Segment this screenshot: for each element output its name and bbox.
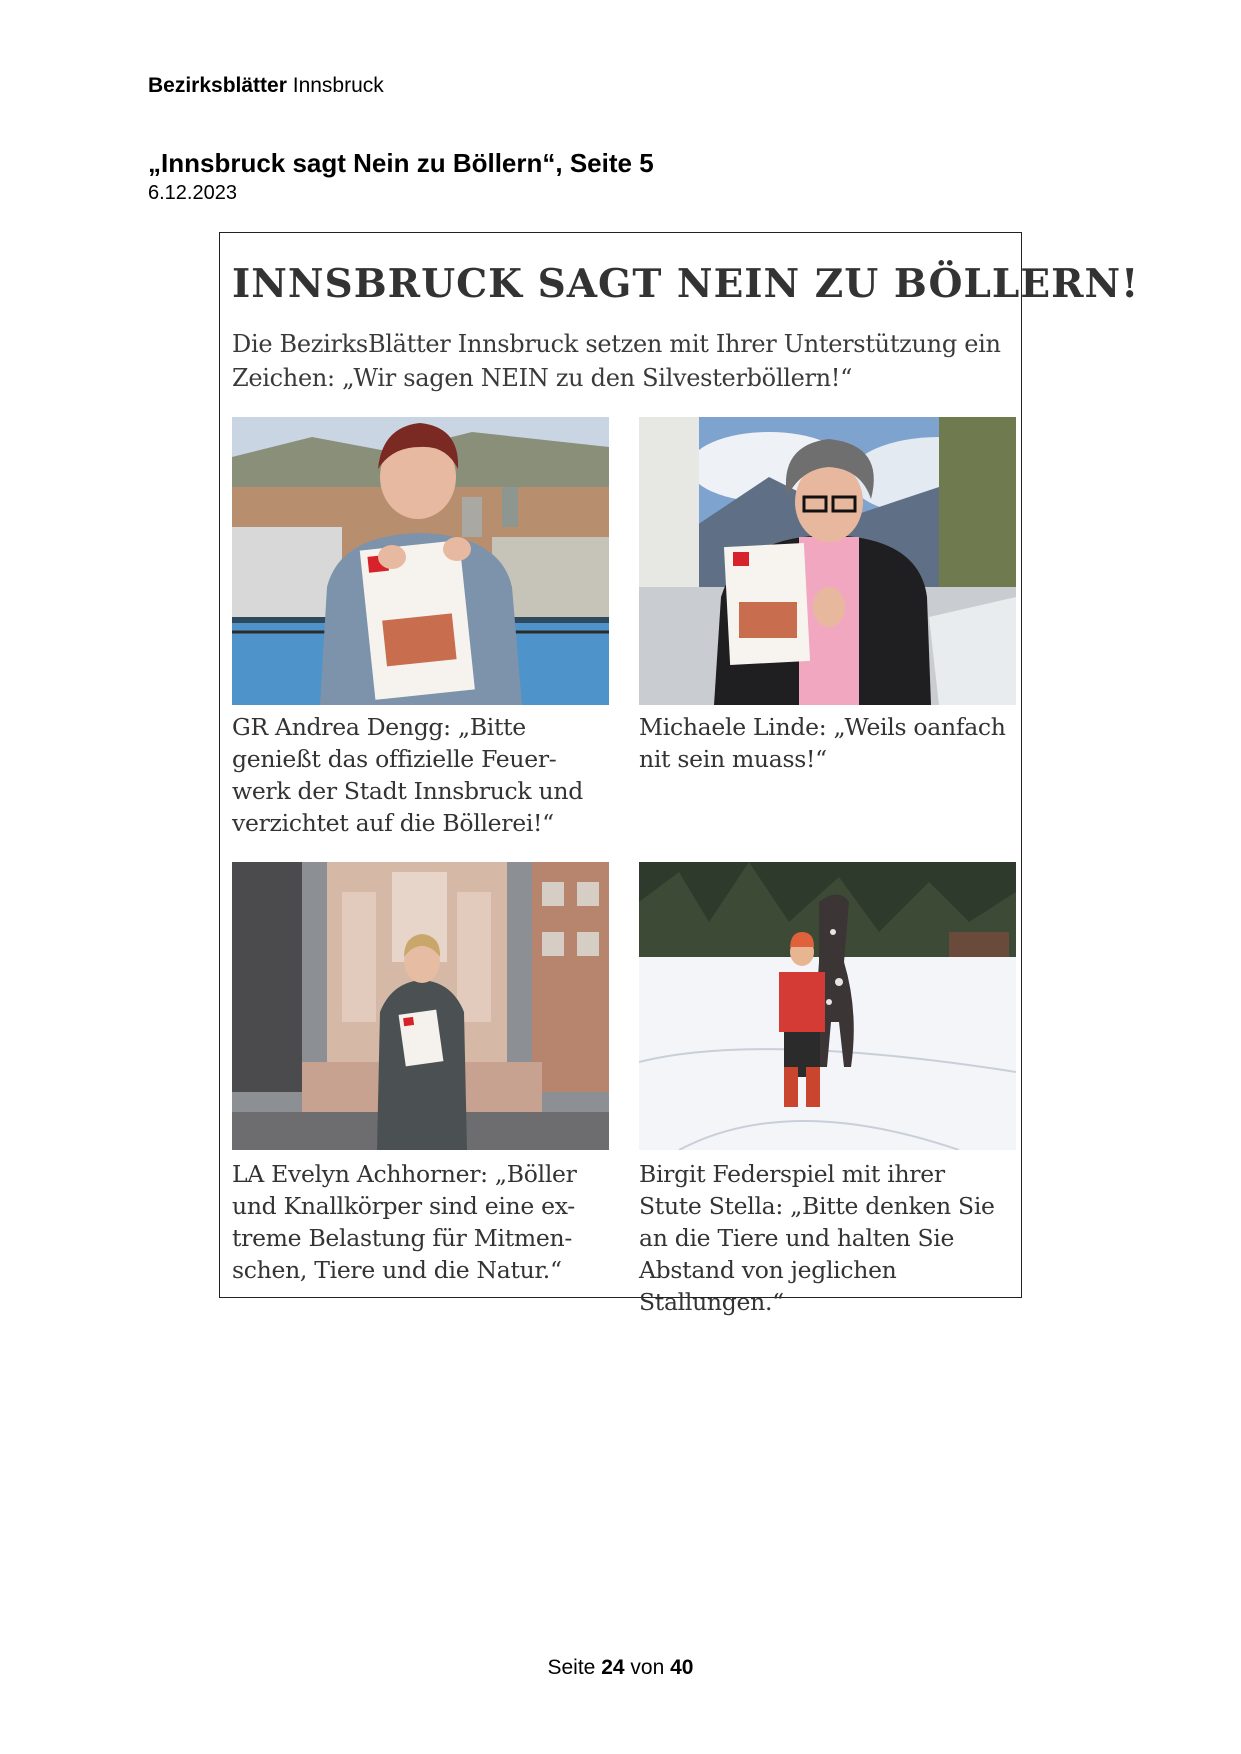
- clipping-lead: Die BezirksBlätter Innsbruck setzen mit Ihrer Unterstützung ein Zeichen: „Wir sagen NEIN zu den Silvesterböllern!“: [232, 330, 1001, 392]
- photo-birgit-federspiel: [639, 862, 1016, 1150]
- photo-evelyn-achhorner: [232, 862, 609, 1150]
- newspaper-clipping: [219, 232, 1140, 1316]
- caption-birgit-federspiel: Birgit Federspiel mit ihrer Stute Stella: „Bitte denken Sie an die Tiere und halten Sie Abstand von jeglichen Stallungen.“: [639, 1160, 995, 1316]
- photo-woman-holding-newspaper-icon: [232, 417, 609, 705]
- photo-michaele-linde: [639, 417, 1016, 705]
- page-word: Seite: [547, 1656, 596, 1679]
- photo-woman-glasses-thumbs-up-icon: [639, 417, 1016, 705]
- photo-woman-in-front-of-monument-icon: [232, 862, 609, 1150]
- caption-michaele-linde: Michaele Linde: „Weils oanfach nit sein muass!“: [639, 713, 1006, 773]
- of-word: von: [630, 1656, 665, 1679]
- caption-andrea-dengg: GR Andrea Dengg: „Bitte genießt das offizielle Feuer-werk der Stadt Innsbruck und verzichtet auf die Böllerei!“: [232, 713, 583, 837]
- publication-name: [148, 74, 384, 98]
- photo-andrea-dengg: [232, 417, 609, 705]
- page-total: 40: [670, 1656, 694, 1679]
- page-footer: [0, 1656, 1241, 1680]
- publication-name-bold: Bezirksblätter: [148, 74, 287, 97]
- article-date: 6.12.2023: [148, 182, 237, 204]
- page-current: 24: [601, 1656, 625, 1679]
- publication-name-region: Innsbruck: [292, 74, 384, 97]
- photo-woman-with-horse-in-snow-icon: [639, 862, 1016, 1150]
- article-title: „Innsbruck sagt Nein zu Böllern“, Seite 5: [148, 148, 654, 178]
- caption-evelyn-achhorner: LA Evelyn Achhorner: „Böller und Knallkörper sind eine ex-treme Belastung für Mitmen-schen, Tiere und die Natur.“: [232, 1160, 577, 1284]
- clipping-headline: INNSBRUCK SAGT NEIN ZU BÖLLERN!: [232, 261, 1140, 307]
